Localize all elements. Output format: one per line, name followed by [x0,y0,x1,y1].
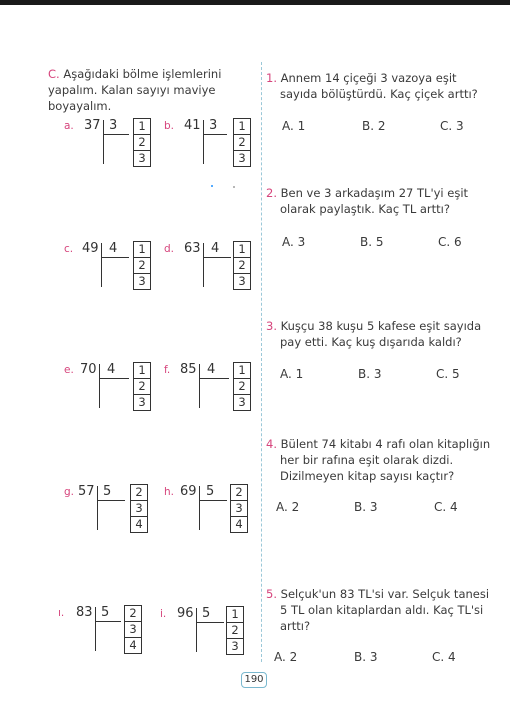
division-problem [64,362,164,412]
remainder-choice[interactable]: 2 [134,258,150,274]
division-problem [64,241,164,291]
question-text [266,436,496,484]
answer-options [266,500,496,516]
remainder-choice[interactable]: 2 [134,135,150,151]
question-3 [266,318,496,383]
remainder-choice[interactable]: 4 [235,517,243,531]
division-problem [58,605,158,655]
question-body: Selçuk'un 83 TL'si var. Selçuk tanesi 5 TL olan kitaplardan aldı. Kaç TL'si arttı? [280,587,490,633]
remainder-choice[interactable]: 3 [238,151,246,165]
remainder-choice[interactable]: 2 [234,135,250,151]
division-bar [199,364,200,408]
remainder-choice[interactable]: 3 [131,501,147,517]
question-number: 4. [266,437,277,451]
option-b[interactable]: B. 3 [354,500,378,514]
option-c[interactable]: C. 4 [432,650,456,664]
option-c[interactable]: C. 3 [440,119,464,133]
divisor: 5 [103,484,112,499]
remainder-choices [226,606,244,655]
remainder-choice[interactable]: 2 [234,379,250,395]
dividend: 69 [180,484,197,499]
question-body: Ben ve 3 arkadaşım 27 TL'yi eşit olarak paylaştık. Kaç TL arttı? [280,186,469,216]
option-a[interactable]: A. 1 [280,367,304,381]
remainder-choice[interactable]: 2 [134,379,150,395]
option-a[interactable]: A. 2 [274,650,298,664]
problem-label: a. [64,120,74,132]
top-border [0,0,510,5]
divisor: 5 [101,605,110,620]
division-line [101,257,129,258]
remainder-choice[interactable]: 1 [234,242,250,258]
remainder-choice[interactable]: 2 [125,606,141,622]
division-bar [199,486,200,530]
section-instruction [48,66,258,114]
option-b[interactable]: B. 3 [354,650,378,664]
remainder-choice[interactable]: 3 [238,395,246,409]
option-c[interactable]: C. 5 [436,367,460,381]
remainder-choices [133,241,151,290]
division-problem [164,241,264,291]
remainder-choice[interactable]: 1 [134,242,150,258]
option-b[interactable]: B. 5 [360,235,384,249]
division-line [203,134,227,135]
option-a[interactable]: A. 2 [276,500,300,514]
divisor: 4 [107,362,116,377]
problem-label: d. [164,243,175,255]
problem-label: c. [64,243,74,255]
division-problem [64,118,164,168]
divisor: 3 [109,118,118,133]
answer-options [266,119,496,135]
division-line [196,622,224,623]
dividend: 63 [184,241,201,256]
dividend: 96 [177,606,194,621]
problem-label: e. [64,364,74,376]
question-body: Bülent 74 kitabı 4 rafı olan kitaplığın her bir rafına eşit olarak dizdi. Dizilmeyen kitap sayısı kaçtır? [280,437,491,483]
option-a[interactable]: A. 3 [282,235,306,249]
remainder-choice[interactable]: 2 [231,485,247,501]
division-bar [97,486,98,530]
problem-label: ı. [58,607,65,619]
dividend: 85 [180,362,197,377]
remainder-choices [230,484,248,533]
option-b[interactable]: B. 2 [362,119,386,133]
remainder-choice[interactable]: 3 [231,501,247,517]
remainder-choices [133,362,151,411]
divisor: 4 [207,362,216,377]
question-text [266,70,496,102]
division-line [95,621,121,622]
dividend: 41 [184,118,201,133]
question-4 [266,436,496,516]
dividend: 83 [76,605,93,620]
question-2 [266,185,496,251]
question-text [266,185,496,217]
division-bar [203,120,204,164]
remainder-choice[interactable]: 1 [234,119,250,135]
problem-label: i. [160,608,167,620]
remainder-choice[interactable]: 1 [234,363,250,379]
divisor: 4 [109,241,118,256]
problem-label: h. [164,486,174,498]
question-number: 3. [266,319,277,333]
instruction-text: Aşağıdaki bölme işlemlerini yapalım. Kalan sayıyı maviye boyayalım. [48,67,222,113]
remainder-choice[interactable]: 3 [138,274,146,288]
remainder-choice[interactable]: 3 [138,151,146,165]
question-1 [266,70,496,135]
question-body: Annem 14 çiçeği 3 vazoya eşit sayıda bölüştürdü. Kaç çiçek arttı? [280,71,478,101]
print-speck [233,186,235,188]
dividend: 70 [80,362,97,377]
remainder-choice[interactable]: 2 [234,258,250,274]
division-problem [64,484,164,534]
division-bar [99,364,100,408]
division-problem [164,118,264,168]
dividend: 49 [82,241,99,256]
option-a[interactable]: A. 1 [282,119,306,133]
option-c[interactable]: C. 4 [434,500,458,514]
question-number: 1. [266,71,277,85]
answer-options [266,650,496,666]
division-line [203,257,231,258]
division-bar [103,120,104,164]
remainder-choice[interactable]: 2 [131,485,147,501]
remainder-choices [233,362,251,411]
option-b[interactable]: B. 3 [358,367,382,381]
print-speck [211,185,213,187]
question-text [266,586,496,634]
remainder-choice[interactable]: 2 [227,623,243,639]
remainder-choices [233,241,251,290]
remainder-choices [233,118,251,167]
remainder-choice[interactable]: 3 [238,274,246,288]
division-bar [95,607,96,651]
remainder-choices [124,605,142,654]
dividend: 57 [78,484,95,499]
remainder-choice[interactable]: 1 [134,363,150,379]
divisor: 5 [206,484,215,499]
remainder-choices [130,484,148,533]
division-line [103,134,129,135]
answer-options [266,367,496,383]
question-5 [266,586,496,666]
division-line [97,500,125,501]
divisor: 5 [202,606,211,621]
division-bar [203,243,204,287]
division-problem [164,484,264,534]
question-number: 5. [266,587,277,601]
division-bar [196,608,197,652]
dividend: 37 [84,118,101,133]
question-number: 2. [266,186,277,200]
division-line [199,378,229,379]
remainder-choice[interactable]: 3 [138,395,146,409]
remainder-choice[interactable]: 4 [129,638,137,652]
remainder-choice[interactable]: 3 [125,622,141,638]
division-problem [160,606,260,656]
remainder-choices [133,118,151,167]
section-letter: C. [48,67,60,81]
problem-label: g. [64,486,75,498]
problem-label: f. [164,364,171,376]
division-line [199,500,227,501]
divisor: 4 [211,241,220,256]
question-text [266,318,496,350]
remainder-choice[interactable]: 3 [231,639,239,653]
division-problem [164,362,264,412]
division-line [99,378,129,379]
answer-options [266,235,496,251]
page-number: 190 [241,672,267,688]
divisor: 3 [209,118,218,133]
remainder-choice[interactable]: 1 [227,607,243,623]
remainder-choice[interactable]: 4 [135,517,143,531]
division-bar [101,243,102,287]
question-body: Kuşçu 38 kuşu 5 kafese eşit sayıda pay etti. Kaç kuş dışarıda kaldı? [280,319,482,349]
problem-label: b. [164,120,175,132]
remainder-choice[interactable]: 1 [134,119,150,135]
option-c[interactable]: C. 6 [438,235,462,249]
